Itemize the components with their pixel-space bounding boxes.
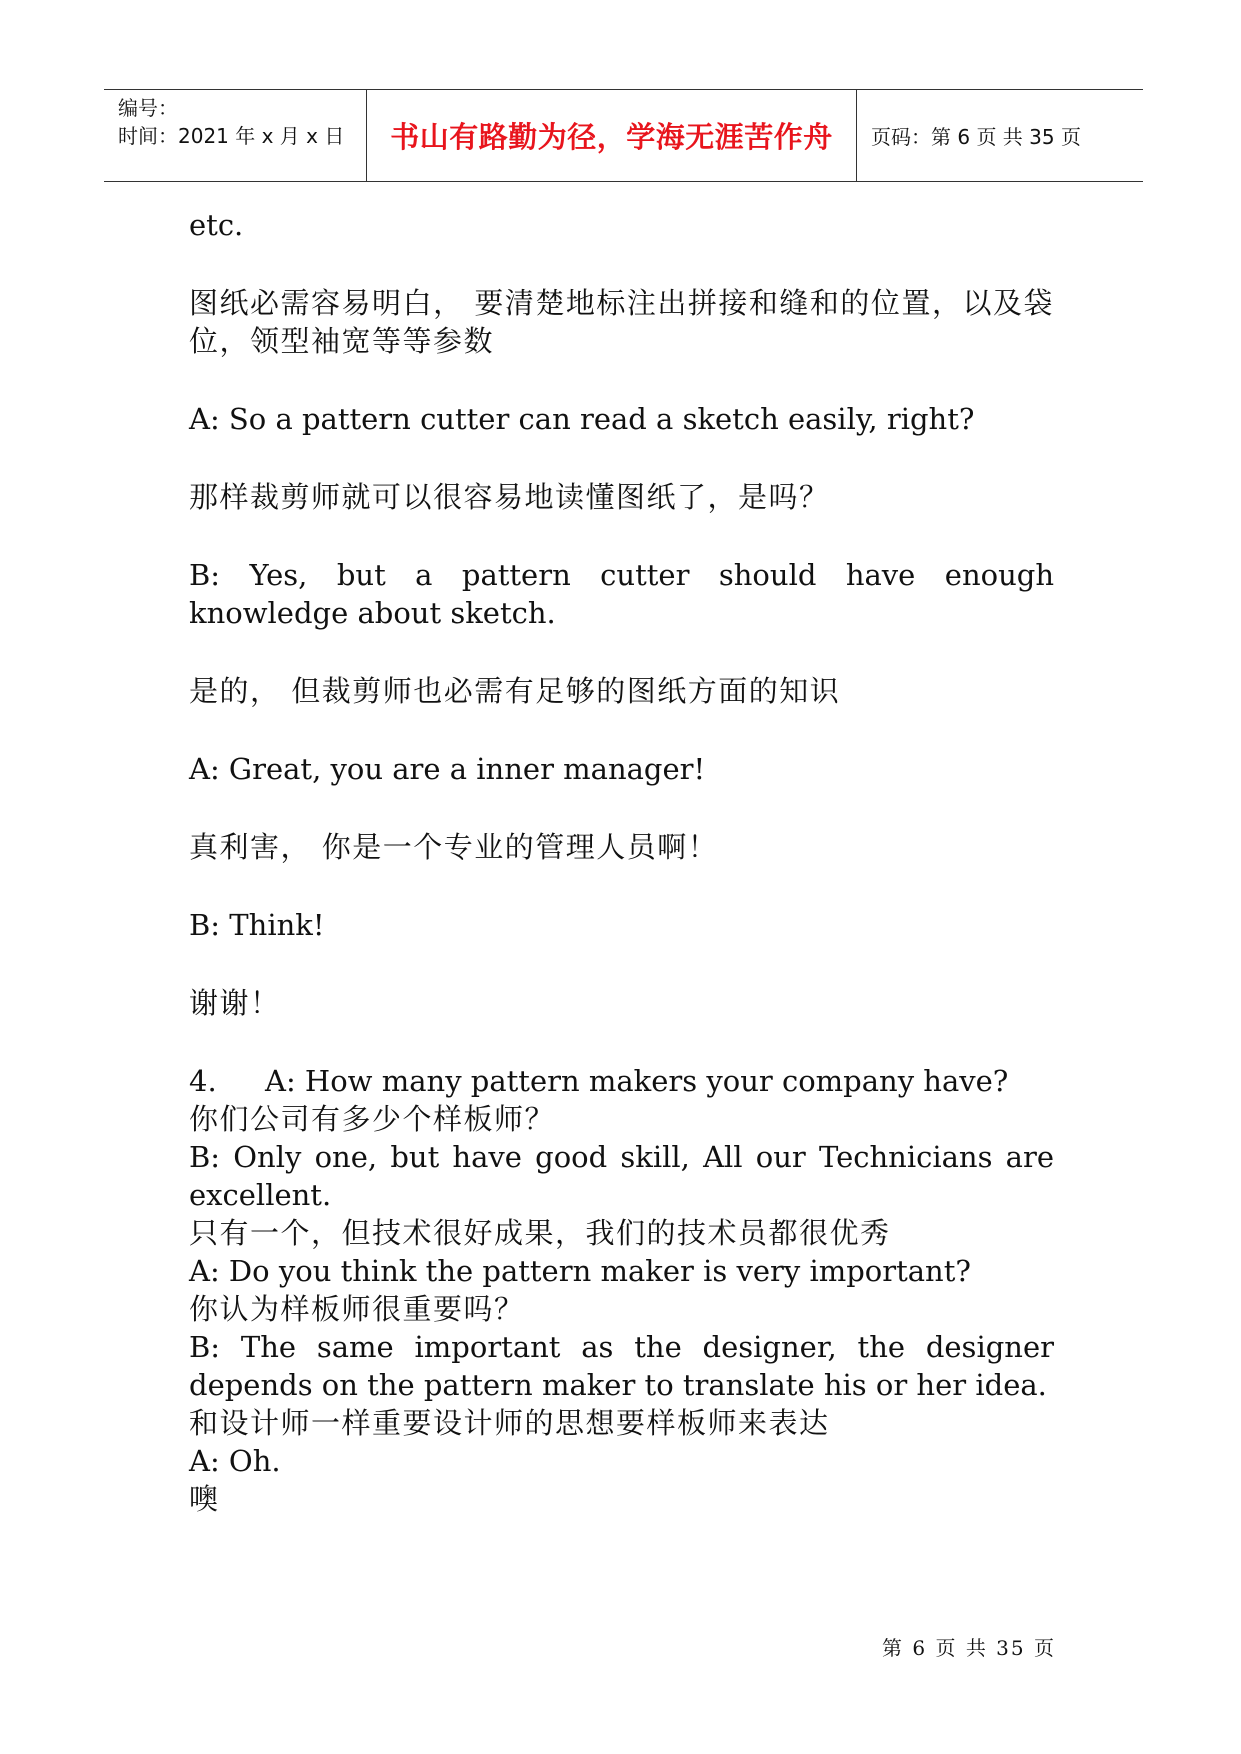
paragraph: B: Only one, but have good skill, All our Technicians are excellent. <box>189 1140 1054 1212</box>
paragraph: A: Oh. <box>189 1444 281 1478</box>
header-motto: 书山有路勤为径，学海无涯苦作舟 <box>367 90 857 181</box>
item-text: A: How many pattern makers your company have? <box>265 1064 1009 1098</box>
document-number-label: 编号： <box>118 96 178 120</box>
paragraph: 谢谢！ <box>189 986 281 1020</box>
paragraph: 和设计师一样重要设计师的思想要样板师来表达 <box>189 1406 830 1440</box>
paragraph: A: Great, you are a inner manager! <box>189 752 706 786</box>
paragraph: 只有一个，但技术很好成果，我们的技术员都很优秀 <box>189 1216 891 1250</box>
paragraph: B: The same important as the designer, the designer depends on the pattern maker to translate his or her idea. <box>189 1330 1054 1402</box>
page-header <box>104 89 1143 182</box>
paragraph: 是的， 但裁剪师也必需有足够的图纸方面的知识 <box>189 674 841 708</box>
paragraph: 真利害， 你是一个专业的管理人员啊！ <box>189 830 719 864</box>
item-number: 4. <box>189 1064 217 1098</box>
numbered-item <box>189 1062 1054 1100</box>
paragraph: B: Think! <box>189 908 325 942</box>
paragraph: A: Do you think the pattern maker is very important? <box>189 1254 971 1288</box>
paragraph: 图纸必需容易明白， 要清楚地标注出拼接和缝和的位置，以及袋位，领型袖宽等等参数 <box>189 286 1054 358</box>
header-page-info: 页码：第 6 页 共 35 页 <box>871 125 1081 149</box>
paragraph: A: So a pattern cutter can read a sketch easily, right? <box>189 402 975 436</box>
document-date-label: 时间：2021 年 x 月 x 日 <box>118 124 345 148</box>
paragraph: 噢 <box>189 1482 220 1516</box>
paragraph: B: Yes, but a pattern cutter should have enough knowledge about sketch. <box>189 558 1054 630</box>
document-body <box>189 206 1054 1518</box>
paragraph: 你认为样板师很重要吗？ <box>189 1292 525 1326</box>
paragraph: 你们公司有多少个样板师？ <box>189 1102 556 1136</box>
header-meta-cell <box>104 90 367 181</box>
page-footer: 第 6 页 共 35 页 <box>882 1636 1056 1660</box>
paragraph: 那样裁剪师就可以很容易地读懂图纸了，是吗？ <box>189 480 830 514</box>
paragraph: etc. <box>189 208 244 242</box>
